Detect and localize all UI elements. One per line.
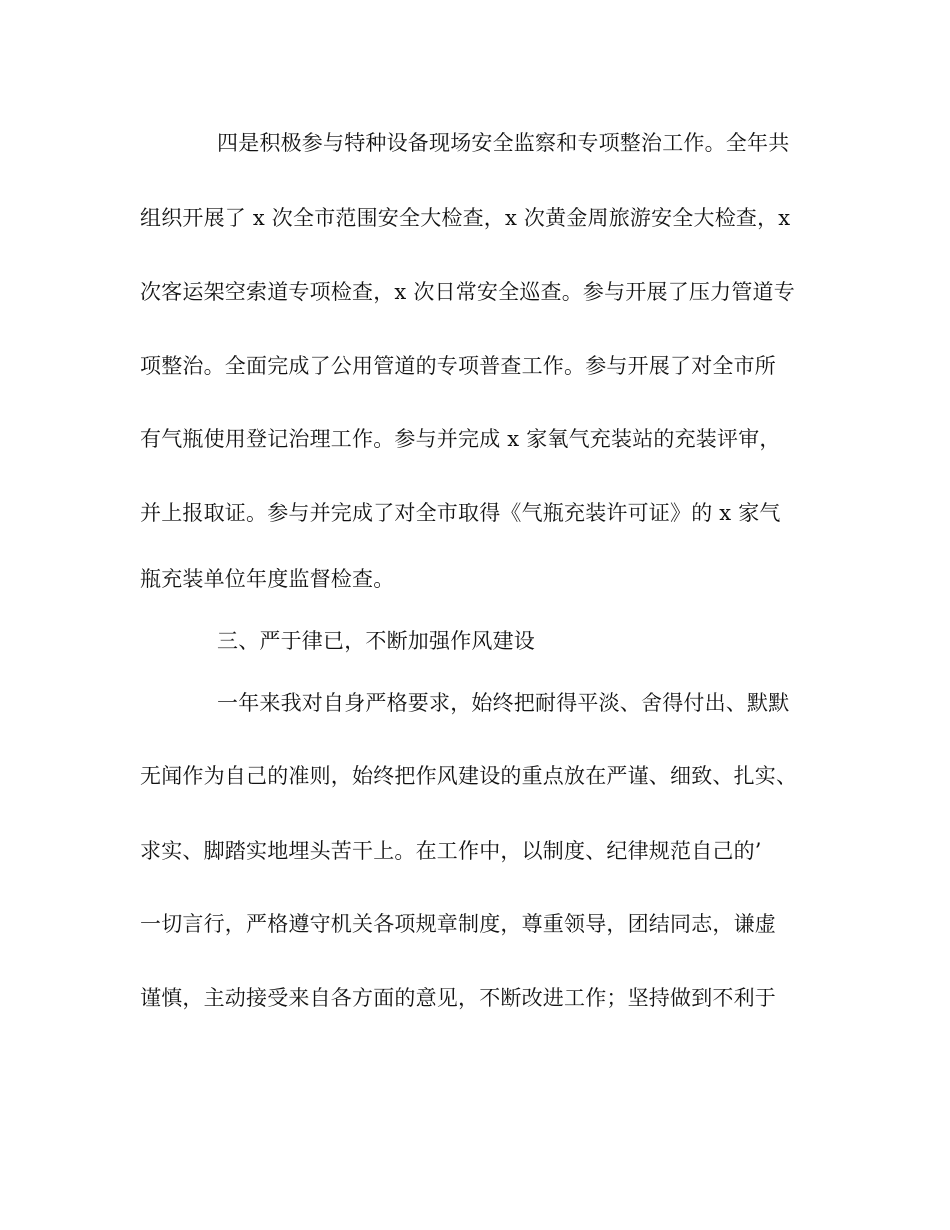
paragraph-4-line-5: 有气瓶使用登记治理工作。参与并完成 x 家氧气充装站的充装评审， bbox=[140, 427, 781, 451]
paragraph-5-line-2: 无闻作为自己的准则，始终把作风建设的重点放在严谨、细致、扎实、 bbox=[140, 764, 798, 788]
paragraph-5-line-1: 一年来我对自身严格要求，始终把耐得平淡、舍得付出、默默 bbox=[217, 691, 790, 715]
paragraph-5-line-5: 谨慎，主动接受来自各方面的意见，不断改进工作；坚持做到不利于 bbox=[140, 986, 776, 1010]
paragraph-4-line-2: 组织开展了 x 次全市范围安全大检查，x 次黄金周旅游安全大检查，x bbox=[140, 206, 791, 230]
section-heading-3: 三、严于律已，不断加强作风建设 bbox=[217, 629, 535, 653]
paragraph-5-line-3: 求实、脚踏实地埋头苦干上。在工作中，以制度、纪律规范自己的’ bbox=[140, 839, 762, 863]
paragraph-4-line-6: 并上报取证。参与并完成了对全市取得《气瓶充装许可证》的 x 家气 bbox=[140, 501, 781, 525]
paragraph-4-line-7: 瓶充装单位年度监督检查。 bbox=[140, 567, 395, 591]
paragraph-4-line-3: 次客运架空索道专项检查，x 次日常安全巡查。参与开展了压力管道专 bbox=[140, 280, 795, 304]
paragraph-4-line-4: 项整治。全面完成了公用管道的专项普查工作。参与开展了对全市所 bbox=[140, 354, 776, 378]
paragraph-4-line-1: 四是积极参与特种设备现场安全监察和专项整治工作。全年共 bbox=[217, 131, 790, 155]
paragraph-5-line-4: 一切言行，严格遵守机关各项规章制度，尊重领导，团结同志，谦虚 bbox=[140, 912, 776, 936]
